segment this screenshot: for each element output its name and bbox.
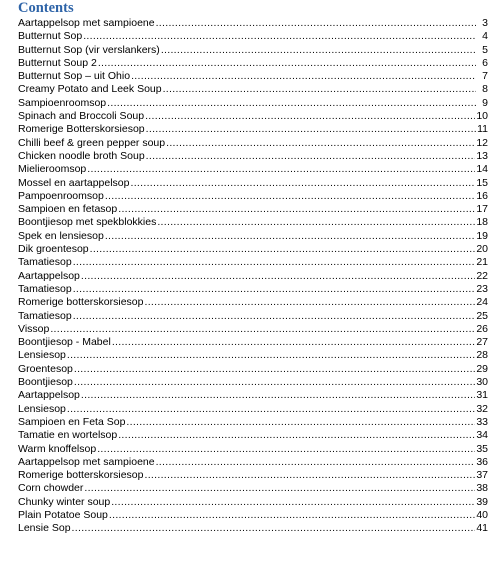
- toc-page-number[interactable]: 23: [476, 282, 488, 295]
- dot-leader: [67, 403, 475, 416]
- toc-entry[interactable]: [18, 110, 488, 123]
- toc-page-number[interactable]: 28: [476, 349, 488, 362]
- dot-leader: [131, 70, 476, 83]
- toc-entry-title[interactable]: Tamatiesop: [18, 309, 72, 322]
- dot-leader: [84, 482, 475, 495]
- toc-page-number[interactable]: 7: [482, 70, 488, 83]
- dot-leader: [156, 17, 476, 30]
- toc-entry[interactable]: [18, 216, 488, 229]
- toc-entry[interactable]: [18, 230, 488, 243]
- toc-page-number[interactable]: 25: [476, 309, 488, 322]
- toc-entry[interactable]: [18, 83, 488, 96]
- toc-entry-title[interactable]: Butternut Sop: [18, 30, 83, 43]
- toc-page-number[interactable]: 14: [476, 163, 488, 176]
- toc-entry-title[interactable]: Aartappelsop met sampioene: [18, 17, 155, 29]
- toc-entry[interactable]: [18, 522, 488, 535]
- toc-entry[interactable]: [18, 203, 488, 216]
- dot-leader: [73, 283, 476, 296]
- toc-page-number[interactable]: 6: [482, 56, 488, 69]
- toc-entry-title[interactable]: Tamatiesop: [18, 282, 72, 295]
- toc-page-number[interactable]: 29: [476, 362, 488, 375]
- dot-leader: [166, 137, 475, 150]
- toc-page-number[interactable]: 3: [482, 17, 488, 29]
- toc-entry[interactable]: [18, 177, 488, 190]
- toc-entry[interactable]: [18, 70, 488, 83]
- toc-entry-title[interactable]: Boontjiesop - Mabel: [18, 336, 111, 349]
- toc-entry[interactable]: [18, 336, 488, 349]
- dot-leader: [83, 30, 476, 43]
- toc-entry[interactable]: [18, 429, 488, 442]
- table-of-contents: [18, 17, 488, 536]
- toc-entry-title[interactable]: Corn chowder: [18, 482, 84, 495]
- toc-entry-title[interactable]: Spinach and Broccoli Soup: [18, 110, 145, 123]
- toc-page-number[interactable]: 34: [476, 429, 488, 442]
- toc-entry[interactable]: [18, 190, 488, 203]
- toc-entry-title[interactable]: Lensiesop: [18, 349, 66, 362]
- toc-entry[interactable]: [18, 57, 488, 70]
- dot-leader: [163, 83, 476, 96]
- dot-leader: [145, 110, 475, 123]
- toc-entry-title[interactable]: Warm knoffelsop: [18, 442, 97, 455]
- dot-leader: [90, 243, 476, 256]
- toc-entry[interactable]: [18, 296, 488, 309]
- dot-leader: [146, 150, 476, 163]
- toc-entry[interactable]: [18, 283, 488, 296]
- toc-entry-title[interactable]: Spek en lensiesop: [18, 229, 104, 242]
- toc-entry[interactable]: [18, 310, 488, 323]
- toc-entry-title[interactable]: Lensie Sop: [18, 522, 71, 535]
- toc-entry[interactable]: [18, 137, 488, 150]
- toc-entry-title[interactable]: Dik groentesop: [18, 243, 89, 256]
- dot-leader: [111, 496, 475, 509]
- dot-leader: [146, 123, 476, 136]
- dot-leader: [81, 389, 475, 402]
- toc-page-number[interactable]: 24: [476, 296, 488, 309]
- dot-leader: [105, 230, 476, 243]
- dot-leader: [126, 416, 475, 429]
- toc-entry[interactable]: [18, 97, 488, 110]
- toc-page-number[interactable]: 26: [476, 322, 488, 335]
- toc-page-number[interactable]: 8: [482, 83, 488, 96]
- toc-page-number[interactable]: 16: [476, 189, 488, 202]
- toc-page-number[interactable]: 31: [476, 389, 488, 402]
- toc-entry-title[interactable]: Chilli beef & green pepper soup: [18, 136, 166, 149]
- toc-page-number[interactable]: 39: [476, 495, 488, 508]
- toc-entry[interactable]: [18, 482, 488, 495]
- toc-entry[interactable]: [18, 150, 488, 163]
- dot-leader: [144, 296, 475, 309]
- dot-leader: [81, 270, 475, 283]
- dot-leader: [157, 216, 475, 229]
- dot-leader: [118, 203, 475, 216]
- toc-entry-title[interactable]: Boontjiesop met spekblokkies: [18, 216, 157, 229]
- dot-leader: [105, 190, 476, 203]
- toc-entry-title[interactable]: Vissop: [18, 322, 50, 335]
- dot-leader: [98, 57, 476, 70]
- toc-page-number[interactable]: 41: [476, 522, 488, 535]
- toc-entry[interactable]: [18, 496, 488, 509]
- toc-page-number[interactable]: 11: [477, 123, 488, 136]
- toc-page-number[interactable]: 15: [476, 176, 488, 189]
- dot-leader: [87, 163, 475, 176]
- toc-page-number[interactable]: 22: [476, 269, 488, 282]
- toc-page-number[interactable]: 17: [476, 203, 488, 216]
- toc-entry[interactable]: [18, 456, 488, 469]
- toc-entry-title[interactable]: Plain Potatoe Soup: [18, 508, 108, 521]
- dot-leader: [144, 469, 475, 482]
- toc-entry-title[interactable]: Butternut Soup 2: [18, 56, 97, 69]
- toc-entry-title[interactable]: Boontjiesop: [18, 376, 73, 389]
- toc-page-number[interactable]: 30: [476, 376, 488, 389]
- toc-entry-title[interactable]: Sampioen en fetasop: [18, 203, 118, 216]
- toc-entry[interactable]: [18, 123, 488, 136]
- toc-page-number[interactable]: 40: [476, 508, 488, 521]
- toc-entry-title[interactable]: Aartappelsop: [18, 389, 80, 402]
- toc-page-number[interactable]: 37: [476, 469, 488, 482]
- toc-entry[interactable]: [18, 256, 488, 269]
- toc-entry[interactable]: [18, 163, 488, 176]
- toc-page-number[interactable]: 35: [476, 442, 488, 455]
- dot-leader: [97, 443, 475, 456]
- dot-leader: [74, 376, 475, 389]
- toc-entry[interactable]: [18, 363, 488, 376]
- dot-leader: [131, 177, 476, 190]
- dot-leader: [161, 44, 476, 57]
- toc-page-number[interactable]: 12: [476, 136, 488, 149]
- dot-leader: [109, 509, 475, 522]
- dot-leader: [72, 522, 476, 535]
- dot-leader: [50, 323, 475, 336]
- toc-page-number[interactable]: 4: [482, 30, 488, 43]
- toc-entry-title[interactable]: Lensiesop: [18, 402, 66, 415]
- toc-page-number[interactable]: 13: [476, 149, 488, 162]
- toc-page-number[interactable]: 33: [476, 415, 488, 428]
- toc-entry-title[interactable]: Mielieroomsop: [18, 163, 87, 176]
- toc-entry[interactable]: [18, 443, 488, 456]
- contents-heading: Contents: [18, 0, 74, 16]
- toc-page-number[interactable]: 9: [482, 96, 488, 109]
- toc-entry-title[interactable]: Butternut Sop (vir verslankers): [18, 43, 160, 56]
- toc-page-number[interactable]: 32: [476, 402, 488, 415]
- toc-page-number[interactable]: 10: [476, 110, 488, 123]
- toc-entry[interactable]: [18, 509, 488, 522]
- toc-entry[interactable]: [18, 243, 488, 256]
- toc-entry-title[interactable]: Sampioenroomsop: [18, 96, 107, 109]
- toc-entry-title[interactable]: Aartappelsop met sampioene: [18, 455, 155, 468]
- toc-entry-title[interactable]: Pampoenroomsop: [18, 189, 104, 202]
- toc-entry[interactable]: [18, 30, 488, 43]
- toc-entry[interactable]: [18, 389, 488, 402]
- dot-leader: [73, 310, 476, 323]
- dot-leader: [112, 336, 476, 349]
- toc-entry-title[interactable]: Chicken noodle broth Soup: [18, 149, 145, 162]
- toc-entry-title[interactable]: Groentesop: [18, 362, 73, 375]
- toc-entry-title[interactable]: Romerige Botterskorsiesop: [18, 123, 145, 136]
- toc-entry-title[interactable]: Aartappelsop: [18, 269, 80, 282]
- toc-entry-title[interactable]: Tamatie en wortelsop: [18, 429, 118, 442]
- toc-entry[interactable]: [18, 469, 488, 482]
- toc-page-number[interactable]: 36: [476, 455, 488, 468]
- toc-page-number[interactable]: 27: [476, 336, 488, 349]
- dot-leader: [73, 256, 476, 269]
- toc-entry[interactable]: [18, 376, 488, 389]
- toc-entry[interactable]: [18, 270, 488, 283]
- toc-entry[interactable]: [18, 416, 488, 429]
- toc-page-number[interactable]: 20: [476, 243, 488, 256]
- dot-leader: [156, 456, 476, 469]
- toc-page-number[interactable]: 21: [476, 256, 488, 269]
- toc-entry-title[interactable]: Romerige botterskorsiesop: [18, 469, 144, 482]
- document-page: [18, 0, 488, 536]
- toc-entry-title[interactable]: Tamatiesop: [18, 256, 72, 269]
- toc-entry-title[interactable]: Butternut Sop – uit Ohio: [18, 70, 131, 83]
- dot-leader: [118, 429, 475, 442]
- toc-entry-title[interactable]: Creamy Potato and Leek Soup: [18, 83, 162, 96]
- toc-entry[interactable]: [18, 349, 488, 362]
- toc-entry-title[interactable]: Romerige botterskorsiesop: [18, 296, 144, 309]
- toc-entry-title[interactable]: Mossel en aartappelsop: [18, 176, 130, 189]
- toc-page-number[interactable]: 19: [476, 229, 488, 242]
- toc-entry[interactable]: [18, 44, 488, 57]
- toc-entry[interactable]: [18, 17, 488, 30]
- dot-leader: [67, 349, 475, 362]
- toc-entry-title[interactable]: Chunky winter soup: [18, 495, 111, 508]
- toc-page-number[interactable]: 38: [476, 482, 488, 495]
- toc-entry-title[interactable]: Sampioen en Feta Sop: [18, 415, 126, 428]
- toc-entry[interactable]: [18, 403, 488, 416]
- dot-leader: [74, 363, 475, 376]
- toc-page-number[interactable]: 18: [476, 216, 488, 229]
- toc-page-number[interactable]: 5: [482, 43, 488, 56]
- dot-leader: [107, 97, 476, 110]
- toc-entry[interactable]: [18, 323, 488, 336]
